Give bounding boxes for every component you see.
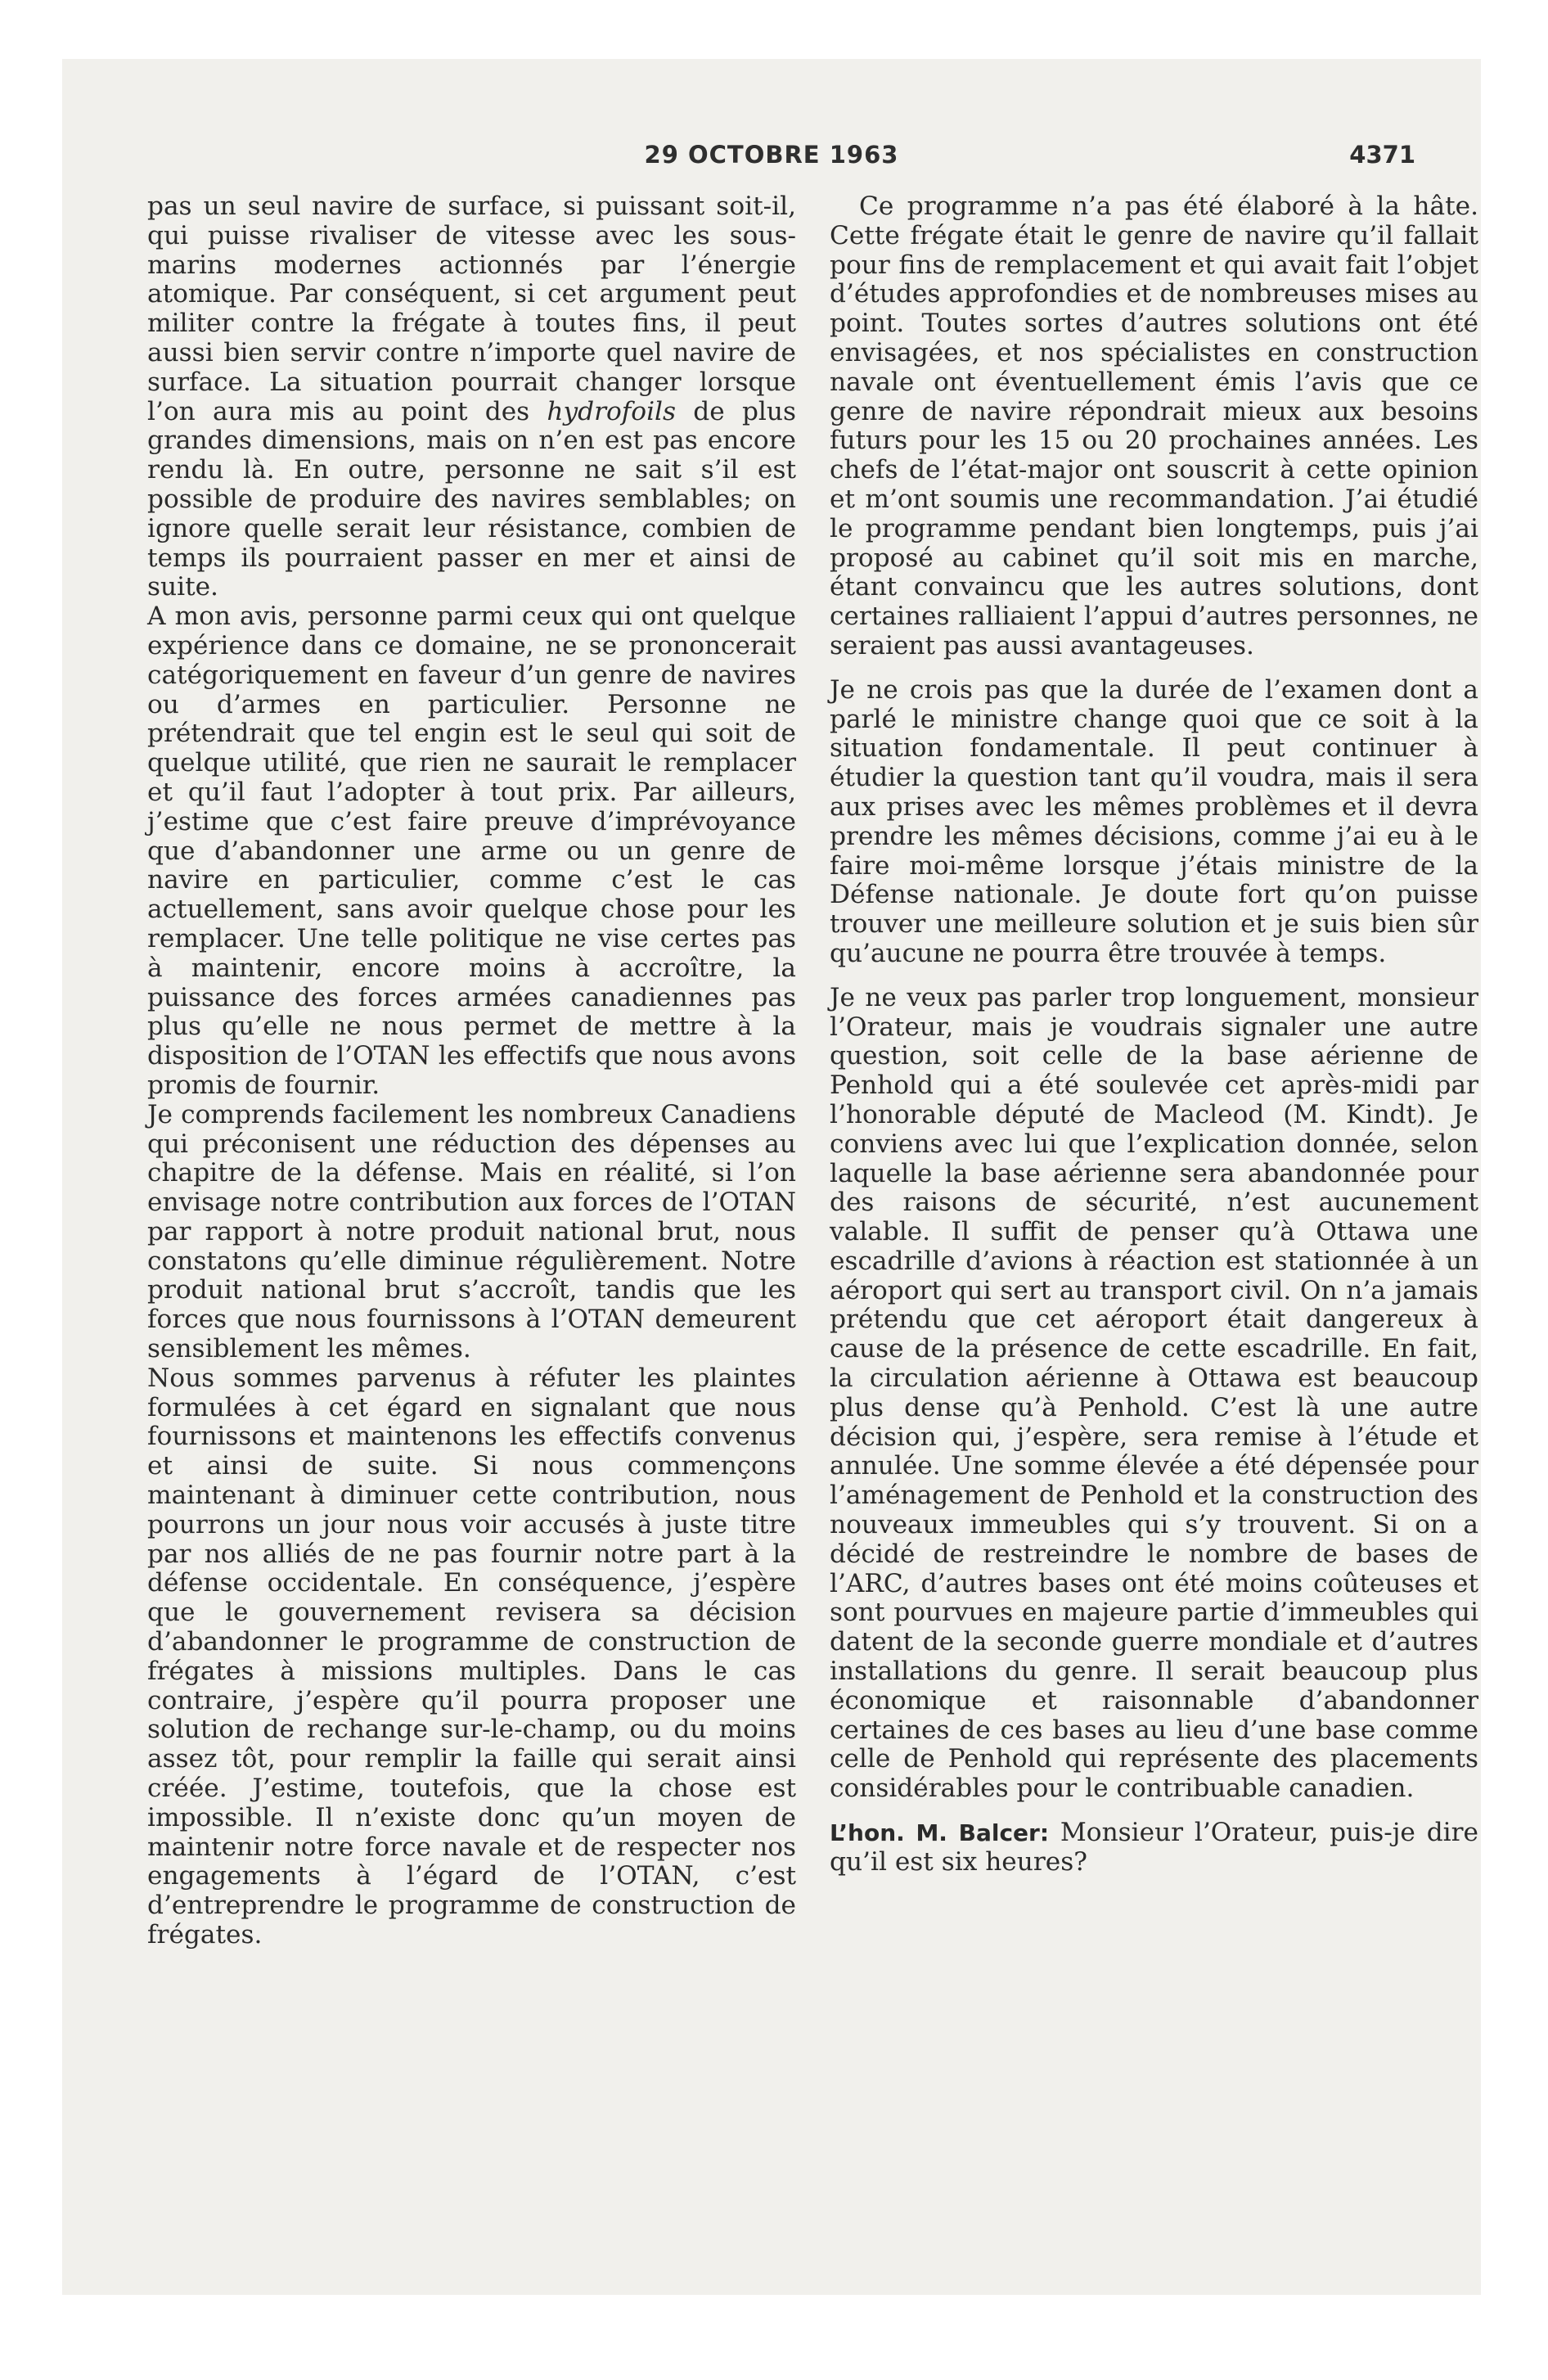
- page-sheet: [62, 59, 1481, 2295]
- page-number: 4371: [1349, 141, 1415, 169]
- paragraph: pas un seul navire de surface, si puissant soit-il, qui puisse rivaliser de vitesse avec les sous-marins modernes actionnés par l’énergie atomique. Par conséquent, si cet argument peut militer contre la frégate à toutes fins, il peut aussi bien servir contre n’importe quel navire de surface. La situation pourrait changer lorsque l’on aura mis au point des hydrofoils de plus grandes dimensions, mais on n’en est pas encore rendu là. En outre, personne ne sait s’il est possible de produire des navires semblables; on ignore quelle serait leur résistance, combien de temps ils pourraient passer en mer et ainsi de suite.: [147, 192, 796, 602]
- paragraph: Je ne veux pas parler trop longuement, monsieur l’Orateur, mais je voudrais signaler une autre question, soit celle de la base aérienne de Penhold qui a été soulevée cet après-midi par l’honorable député de Macleod (M. Kindt). Je conviens avec lui que l’explication donnée, selon laquelle la base aérienne sera abandonnée pour des raisons de sécurité, n’est aucunement valable. Il suffit de penser qu’à Ottawa une escadrille d’avions à réaction est stationnée à un aéroport qui sert au transport civil. On n’a jamais prétendu que cet aéroport était dangereux à cause de la présence de cette escadrille. En fait, la circulation aérienne à Ottawa est beaucoup plus dense qu’à Penhold. C’est là une autre décision qui, j’espère, sera remise à l’étude et annulée. Une somme élevée a été dépensée pour l’aménagement de Penhold et la construction des nouveaux immeubles qui s’y trouvent. Si on a décidé de restreindre le nombre de bases de l’ARC, d’autres bases ont été moins coûteuses et sont pourvues en majeure partie d’immeubles qui datent de la seconde guerre mondiale et d’autres installations du genre. Il serait beaucoup plus économique et raisonnable d’abandonner certaines de ces bases au lieu d’une base comme celle de Penhold qui représente des placements considérables pour le contribuable canadien.: [830, 982, 1478, 1804]
- paragraph: Nous sommes parvenus à réfuter les plaintes formulées à cet égard en signalant que nous fournissons et maintenons les effectifs convenus et ainsi de suite. Si nous commençons maintenant à diminuer cette contribution, nous pourrons un jour nous voir accusés à juste titre par nos alliés de ne pas fournir notre part à la défense occidentale. En conséquence, j’espère que le gouvernement revisera sa décision d’abandonner le programme de construction de frégates à missions multiples. Dans le cas contraire, j’espère qu’il pourra proposer une solution de rechange sur-le-champ, ou du moins assez tôt, pour remplir la faille qui serait ainsi créée. J’estime, toutefois, que la chose est impossible. Il n’existe donc qu’un moyen de maintenir notre force navale et de respecter nos engagements à l’égard de l’OTAN, c’est d’entreprendre le programme de construction de frégates.: [147, 1363, 796, 1950]
- paragraph: A mon avis, personne parmi ceux qui ont quelque expérience dans ce domaine, ne se prononcerait catégoriquement en faveur d’un genre de navires ou d’armes en particulier. Personne ne prétendrait que tel engin est le seul qui soit de quelque utilité, que rien ne saurait le remplacer et qu’il faut l’adopter à tout prix. Par ailleurs, j’estime que c’est faire preuve d’imprévoyance que d’abandonner une arme ou un genre de navire en particulier, comme c’est le cas actuellement, sans avoir quelque chose pour les remplacer. Une telle politique ne vise certes pas à maintenir, encore moins à accroître, la puissance des forces armées canadiennes pas plus qu’elle ne nous permet de mettre à la disposition de l’OTAN les effectifs que nous avons promis de fournir.: [147, 602, 796, 1100]
- paragraph: Je ne crois pas que la durée de l’examen dont a parlé le ministre change quoi que ce soit à la situation fondamentale. Il peut continuer à étudier la question tant qu’il voudra, mais il sera aux prises avec les mêmes problèmes et il devra prendre les mêmes décisions, comme j’ai eu à le faire moi-même lorsque j’étais ministre de la Défense nationale. Je doute fort qu’on puisse trouver une meilleure solution et je suis bien sûr qu’aucune ne pourra être trouvée à temps.: [830, 674, 1478, 968]
- right-column: [830, 192, 1478, 1877]
- header-date: 29 OCTOBRE 1963: [644, 141, 899, 169]
- italic-term: hydrofoils: [547, 396, 677, 426]
- speaker-name: L’hon. M. Balcer:: [830, 1819, 1050, 1847]
- paragraph: Je comprends facilement les nombreux Canadiens qui préconisent une réduction des dépenses au chapitre de la défense. Mais en réalité, si l’on envisage notre contribution aux forces de l’OTAN par rapport à notre produit national brut, nous constatons qu’elle diminue régulièrement. Notre produit national brut s’accroît, tandis que les forces que nous fournissons à l’OTAN demeurent sensiblement les mêmes.: [147, 1099, 796, 1364]
- paragraph: Ce programme n’a pas été élaboré à la hâte. Cette frégate était le genre de navire qu’il fallait pour fins de remplacement et qui avait fait l’objet d’études approfondies et de nombreuses mises au point. Toutes sortes d’autres solutions ont été envisagées, et nos spécialistes en construction navale ont éventuellement émis l’avis que ce genre de navire répondrait mieux aux besoins futurs pour les 15 ou 20 prochaines années. Les chefs de l’état-major ont souscrit à cette opinion et m’ont soumis une recommandation. J’ai étudié le programme pendant bien longtemps, puis j’ai proposé au cabinet qu’il soit mis en marche, étant convaincu que les autres solutions, dont certaines ralliaient l’appui d’autres personnes, ne seraient pas aussi avantageuses.: [830, 192, 1478, 660]
- paragraph: L’hon. M. Balcer: Monsieur l’Orateur, puis-je dire qu’il est six heures?: [830, 1818, 1478, 1877]
- left-column: [147, 192, 796, 1950]
